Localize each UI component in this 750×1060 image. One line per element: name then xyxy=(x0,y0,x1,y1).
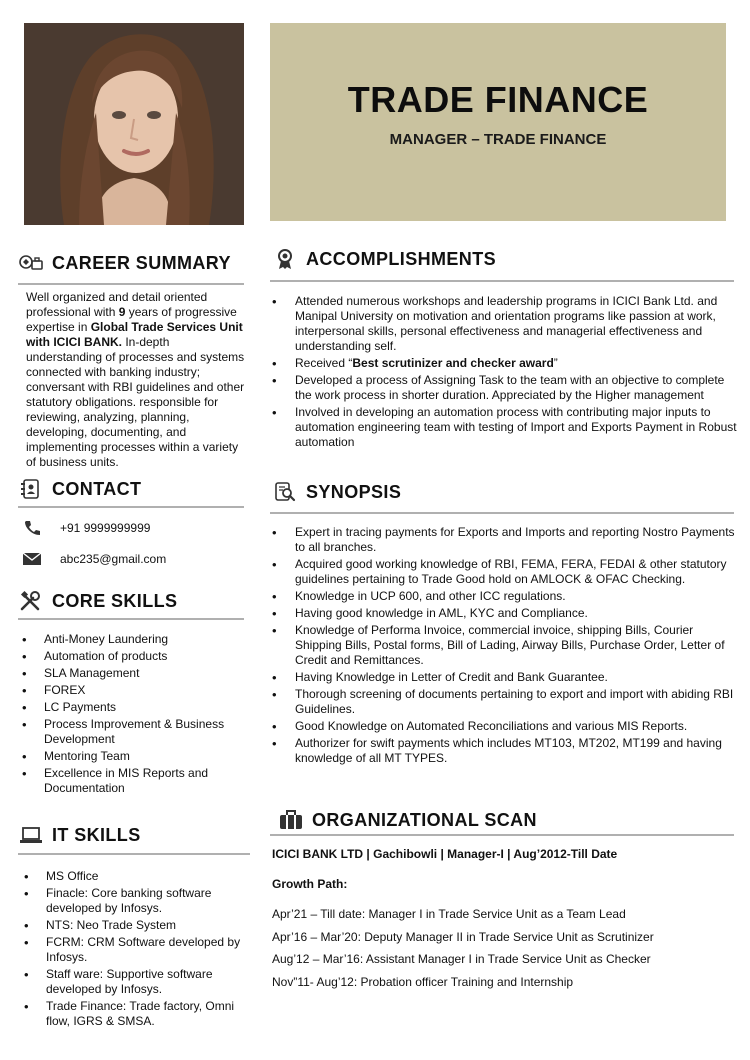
list-item: • Anti-Money Laundering xyxy=(22,632,244,647)
accomplishments-header xyxy=(272,248,496,270)
career-summary-text xyxy=(26,290,248,470)
career-summary-part: years of progressive expertise in xyxy=(26,305,237,334)
contact-email[interactable]: abc235@gmail.com xyxy=(60,552,167,566)
list-item: • Authorizer for swift payments which includes MT103, MT202, MT199 and having knowledge of all MT TYPES. xyxy=(272,736,738,766)
list-item: • Finacle: Core banking software developed by Infosys. xyxy=(24,886,246,916)
career-summary-years: 9 xyxy=(118,305,126,319)
divider xyxy=(18,506,244,508)
accomplishments-list xyxy=(272,294,738,452)
divider xyxy=(270,512,734,514)
career-summary-heading: CAREER SUMMARY xyxy=(52,252,231,273)
company-line: ICICI BANK LTD | Gachibowli | Manager-I | Aug’2012-Till Date xyxy=(272,847,618,861)
divider xyxy=(18,853,250,855)
list-item: • Staff ware: Supportive software developed by Infosys. xyxy=(24,967,246,997)
it-skills-heading: IT SKILLS xyxy=(52,824,141,845)
address-book-icon xyxy=(18,478,44,500)
list-item: • Developed a process of Assigning Task to the team with an objective to complete the work process in shorter duration. Appreciated by the Higher management xyxy=(272,373,738,403)
list-item xyxy=(272,356,738,371)
core-skills-heading: CORE SKILLS xyxy=(52,590,178,611)
list-item: • Attended numerous workshops and leadership programs in ICICI Bank Ltd. and Manipal University on motivation and orientation programs like passion at work, interpersonal skills, personal effectiveness and managerial effectiveness and understanding self. xyxy=(272,294,738,354)
accomplishments-heading: ACCOMPLISHMENTS xyxy=(306,248,496,269)
org-scan-heading: ORGANIZATIONAL SCAN xyxy=(312,809,537,830)
list-item: • NTS: Neo Trade System xyxy=(24,918,246,933)
list-item: • Knowledge of Performa Invoice, commercial invoice, shipping Bills, Courier Shipping Bills, Postal forms, Bill of Lading, Airway Bills, Purchase Order, Letter of Credit and Remittances. xyxy=(272,623,738,668)
list-item: • LC Payments xyxy=(22,700,244,715)
contact-email-row xyxy=(22,551,166,567)
career-summary-unit: Global Trade Services Unit with ICICI BANK. xyxy=(26,320,243,349)
growth-path-item: Apr’21 – Till date: Manager I in Trade Service Unit as a Team Lead xyxy=(272,907,626,921)
list-item: • Automation of products xyxy=(22,649,244,664)
core-skills-list xyxy=(22,632,244,798)
list-item: • Process Improvement & Business Development xyxy=(22,717,244,747)
divider xyxy=(270,280,734,282)
list-item: • Acquired good working knowledge of RBI, FEMA, FERA, FEDAI & other statutory guidelines pertaining to Trade Good hold on AMLOCK & OFAC Checking. xyxy=(272,557,738,587)
list-item: • SLA Management xyxy=(22,666,244,681)
synopsis-header xyxy=(272,481,401,503)
growth-path-item: Apr’16 – Mar’20: Deputy Manager II in Trade Service Unit as Scrutinizer xyxy=(272,930,654,944)
career-summary-part: In-depth understanding of processes and systems connected with banking industry; conversant with RBI guidelines and other statutory obligations. responsible for reviewing, analyzing, planning, developing, documenting, and implementing processes within a variety of business units. xyxy=(26,335,245,469)
list-item: • Excellence in MIS Reports and Documentation xyxy=(22,766,244,796)
list-item: • Thorough screening of documents pertaining to export and import with abiding RBI Guidelines. xyxy=(272,687,738,717)
list-item: • Knowledge in UCP 600, and other ICC regulations. xyxy=(272,589,738,604)
career-summary-header xyxy=(18,252,231,274)
divider xyxy=(270,834,734,836)
resume-subtitle: MANAGER – TRADE FINANCE xyxy=(389,131,607,148)
divider xyxy=(18,618,244,620)
award-ribbon-icon xyxy=(272,248,298,270)
contact-phone[interactable]: +91 9999999999 xyxy=(60,521,151,535)
growth-path-item: Nov”11- Aug’12: Probation officer Training and Internship xyxy=(272,975,574,989)
list-item: • Involved in developing an automation process with contributing major inputs to automation engineering team with testing of Import and Exports Payment in Robust automation xyxy=(272,405,738,450)
synopsis-heading: SYNOPSIS xyxy=(306,481,402,502)
contact-header xyxy=(18,478,141,500)
envelope-icon xyxy=(22,551,42,567)
list-item: • Expert in tracing payments for Exports and Imports and reporting Nostro Payments to all branches. xyxy=(272,525,738,555)
list-item: • Having Knowledge in Letter of Credit and Bank Guarantee. xyxy=(272,670,738,685)
growth-path-item: Aug’12 – Mar’16: Assistant Manager I in Trade Service Unit as Checker xyxy=(272,952,651,966)
it-skills-list xyxy=(24,869,246,1031)
org-scan-header xyxy=(278,809,537,831)
list-item: • Mentoring Team xyxy=(22,749,244,764)
document-search-icon xyxy=(272,481,298,503)
core-skills-header xyxy=(18,590,177,612)
list-item: • Having good knowledge in AML, KYC and Compliance. xyxy=(272,606,738,621)
award-name: Best scrutinizer and checker award xyxy=(352,356,554,370)
profile-photo xyxy=(24,23,244,225)
list-item: • FOREX xyxy=(22,683,244,698)
tools-icon xyxy=(18,590,44,612)
award-text: ” xyxy=(553,356,558,370)
phone-icon xyxy=(22,520,42,536)
synopsis-list xyxy=(272,525,738,768)
award-text: Received “ xyxy=(295,356,353,370)
divider xyxy=(18,283,244,285)
briefcase-icon xyxy=(278,809,304,831)
list-item: • Good Knowledge on Automated Reconciliations and various MIS Reports. xyxy=(272,719,738,734)
portrait-illustration xyxy=(24,23,244,225)
resume-title: TRADE FINANCE xyxy=(347,79,649,120)
list-item: • FCRM: CRM Software developed by Infosys. xyxy=(24,935,246,965)
contact-heading: CONTACT xyxy=(52,478,142,499)
list-item: • Trade Finance: Trade factory, Omni flow, IGRS & SMSA. xyxy=(24,999,246,1029)
it-skills-header xyxy=(18,824,141,846)
contact-phone-row xyxy=(22,520,150,536)
header-banner xyxy=(270,23,726,221)
laptop-icon xyxy=(18,824,44,846)
growth-path-label: Growth Path: xyxy=(272,877,348,891)
career-summary-icon xyxy=(18,252,44,274)
list-item: • MS Office xyxy=(24,869,246,884)
career-summary-part: Well organized and detail oriented professional with xyxy=(26,290,208,319)
